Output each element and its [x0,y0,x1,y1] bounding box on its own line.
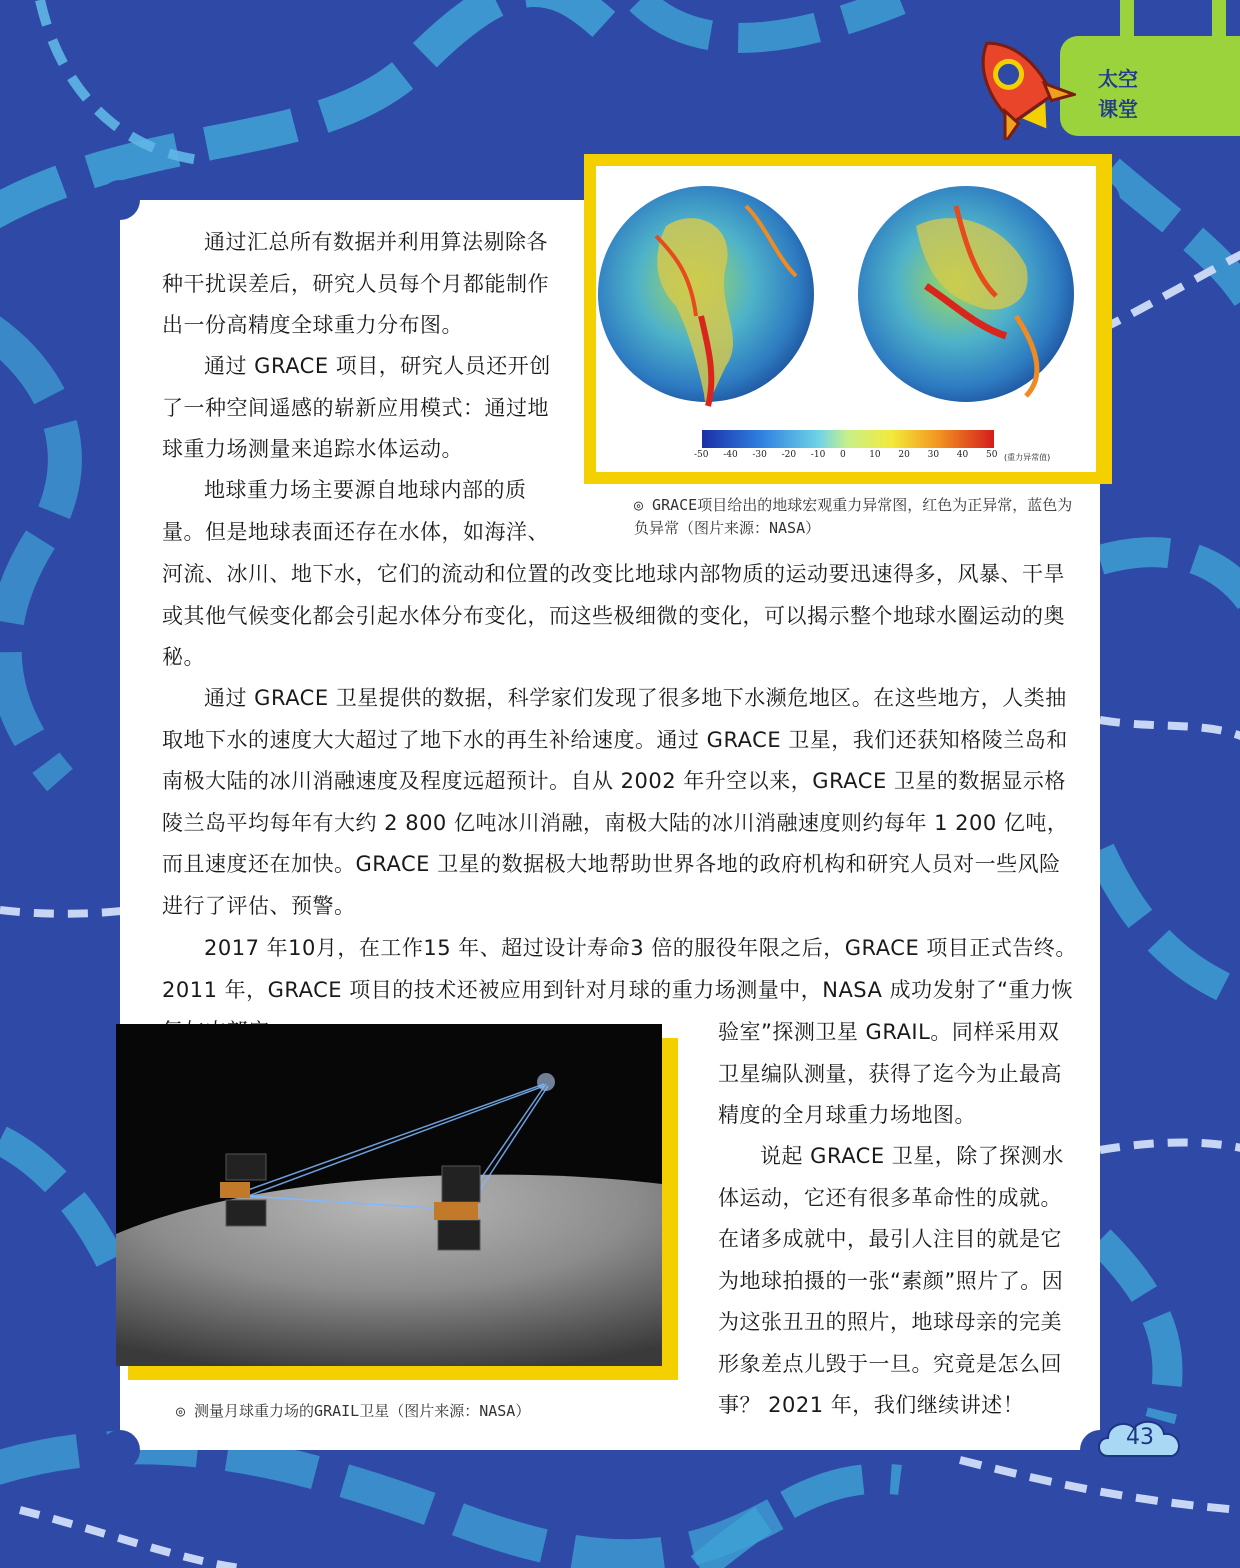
tab-post [1212,0,1226,50]
colorbar-tick: -10 [810,450,826,460]
colorbar-tick: 50 [986,450,998,460]
page-number-badge [1094,1416,1186,1460]
figure1-caption: ◎ GRACE项目给出的地球宏观重力异常图，红色为正异常，蓝色为负异常（图片来源：NASA） [634,496,1073,537]
paragraph-5: 2017 年10月，在工作15 年、超过设计寿命3 倍的服役年限之后，GRACE 项目正式告终。2011 年，GRACE 项目的技术还被应用到针对月球的重力场测量中，NASA 成功发射了“重力恢 [162,936,1077,1002]
panel-corner [100,1430,140,1470]
colorbar-tick: -50 [694,450,709,460]
colorbar-ticks [694,450,1014,464]
tab-post [1120,0,1134,50]
paragraph-3: 地球重力场主要源自地球内部的质量。但是地球表面还存在水体，如海洋、 [162,478,549,544]
page-number: 43 [1126,1425,1154,1450]
paragraph-4: 通过 GRACE 卫星提供的数据，科学家们发现了很多地下水濒危地区。在这些地方，人类抽取地下水的速度大大超过了地下水的再生补给速度。通过 GRACE 卫星，我们还获知格陵兰岛和南极大陆的冰川消融速度及程度远超预计。自从 2002 年升空以来，GRACE 卫星的数据显示格陵兰岛平均每年有大约 2 800 亿吨冰川消融，南极大陆的冰川消融速度则约每年 1 200 亿吨，而且速度还在加快。GRACE 卫星的数据极大地帮助世界各地的政府机构和研究人员对一些风险进行了评估、预警。 [162,686,1069,918]
grail-satellites-image [116,1024,662,1366]
panel-corner [100,180,140,220]
figure2-caption: ◎ 测量月球重力场的GRAIL卫星（图片来源：NASA） [176,1402,531,1420]
colorbar-unit: (重力异常值) [1004,453,1051,462]
paragraph-3-cont: 河流、冰川、地下水，它们的流动和位置的改变比地球内部物质的运动要迅速得多，风暴、干旱或其他气候变化都会引起水体分布变化，而这些极细微的变化，可以揭示整个地球水圈运动的奥秘。 [162,562,1065,669]
paragraph-1: 通过汇总所有数据并利用算法剔除各种干扰误差后，研究人员每个月都能制作出一份高精度全球重力分布图。 [162,230,549,337]
gravity-globes-image [596,166,1096,472]
section-tab [1060,36,1240,136]
colorbar-tick: 40 [956,450,969,460]
paragraph-2: 通过 GRACE 项目，研究人员还开创了一种空间遥感的崭新应用模式：通过地球重力场测量来追踪水体运动。 [162,354,551,461]
colorbar-tick: 30 [927,450,940,460]
colorbar-tick: 10 [869,450,881,460]
grail-satellites-figure [116,1024,662,1366]
gravity-anomaly-figure [596,166,1096,472]
colorbar-tick: -40 [723,450,738,460]
colorbar-tick: 0 [840,450,846,460]
colorbar-tick: -30 [752,450,767,460]
section-label: 太空课堂 [1098,67,1138,121]
rocket-icon [956,30,1076,140]
colorbar-tick: 20 [898,450,910,460]
paragraph-5-cont: 验室”探测卫星 GRAIL。同样采用双卫星编队测量，获得了迄今为止最高精度的全月球重力场地图。 [718,1020,1062,1127]
paragraph-6: 说起 GRACE 卫星，除了探测水体运动，它还有很多革命性的成就。在诸多成就中，最引人注目的就是它为地球拍摄的一张“素颜”照片了。因为这张丑丑的照片，地球母亲的完美形象差点儿毁于一旦。究竟是怎么回事？ 2021 年，我们继续讲述！ [718,1144,1064,1417]
colorbar-tick: -20 [781,450,797,460]
